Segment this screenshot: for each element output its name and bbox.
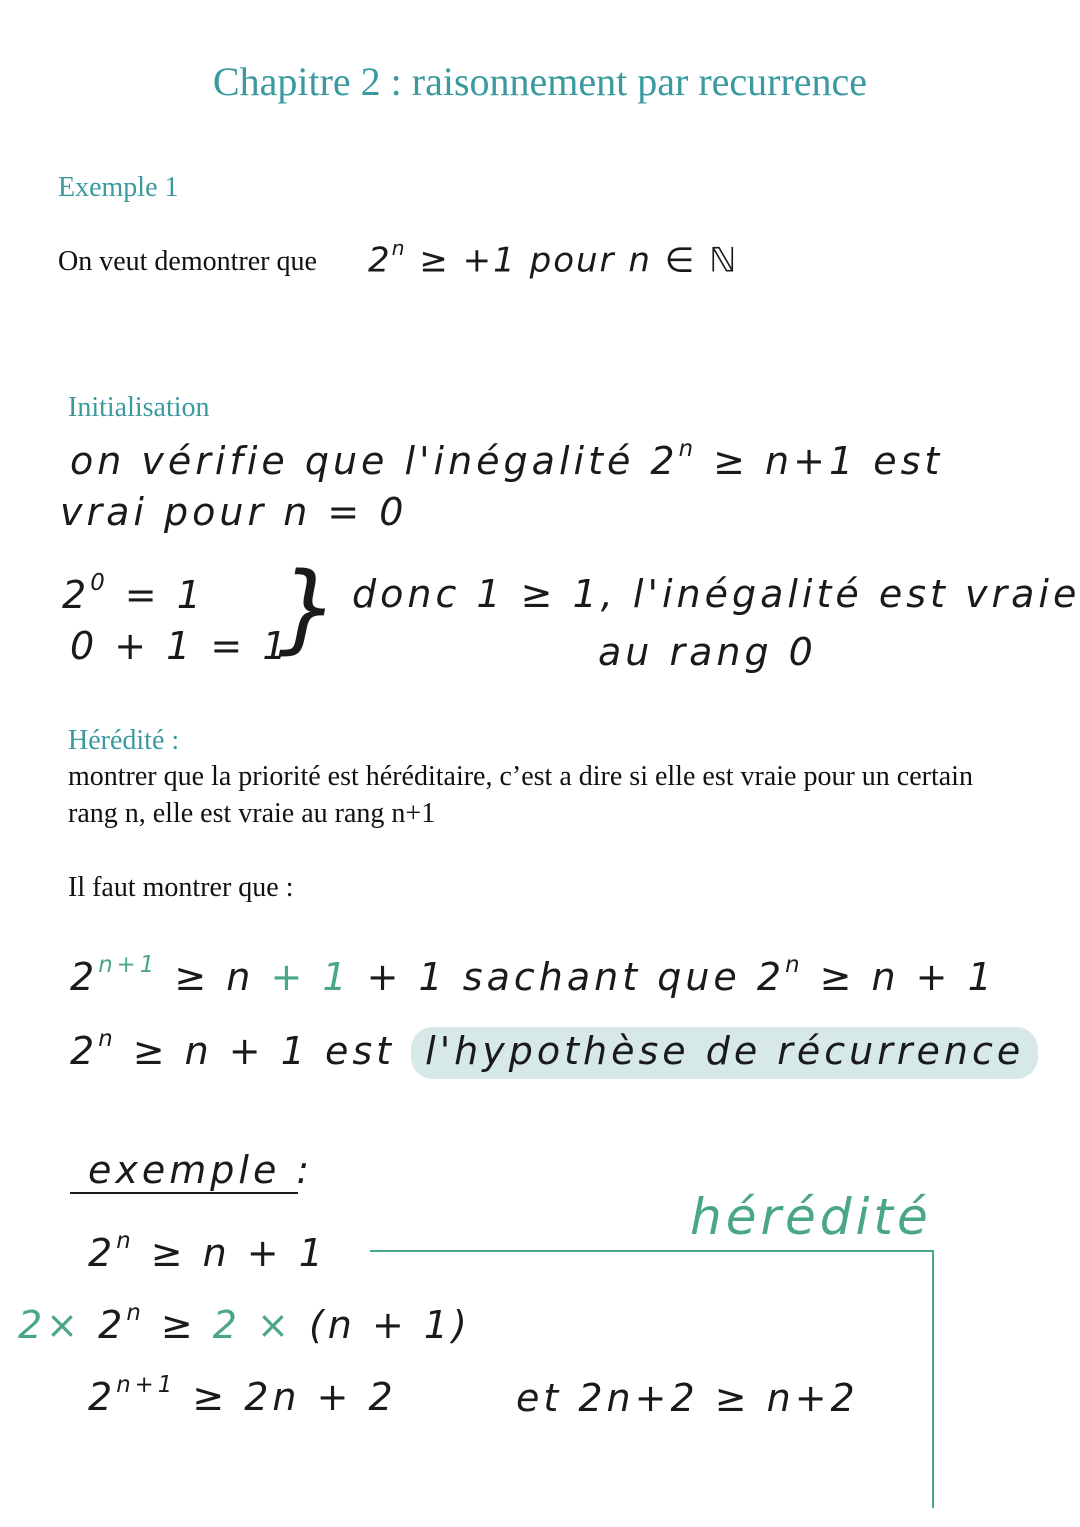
ex2-step2-mid: ≥ xyxy=(144,1303,213,1348)
statement-base: 2 xyxy=(368,240,392,281)
init-calc1-exp: 0 xyxy=(90,570,109,596)
ex2-step1-exp: n xyxy=(116,1228,135,1254)
ex2-step1-base: 2 xyxy=(88,1231,117,1276)
heredite-text2: rang n, elle est vraie au rang n+1 xyxy=(68,798,436,829)
heredite-text1: montrer que la priorité est héréditaire, c’est a dire si elle est vraie pour un certain xyxy=(68,761,973,792)
example2-step2 xyxy=(18,1300,471,1347)
statement-rest: ≥ +1 pour n ∈ ℕ xyxy=(406,240,739,281)
init-calc1-base: 2 xyxy=(62,573,91,618)
heredite-faut: Il faut montrer que : xyxy=(68,872,294,903)
h-line2-exp: n xyxy=(98,1026,117,1052)
example2-heading: exemple : xyxy=(88,1148,314,1192)
ex2-step3-base: 2 xyxy=(88,1375,117,1420)
hypothese-highlight: l'hypothèse de récurrence xyxy=(411,1027,1038,1079)
init-line1-pre: on vérifie que l'inégalité 2 xyxy=(70,439,679,484)
example2-step3 xyxy=(88,1372,397,1419)
ex2-step2-base: 2 xyxy=(98,1303,127,1348)
init-line2: vrai pour n = 0 xyxy=(60,490,408,534)
init-line1 xyxy=(70,436,943,483)
h-line1-exp2: n xyxy=(785,952,804,978)
example2-step3-side: et 2n+2 ≥ n+2 xyxy=(516,1376,859,1420)
h-line1-base: 2 xyxy=(70,955,99,1000)
ex2-step2-prefix: 2× xyxy=(18,1303,83,1348)
h-line2-base: 2 xyxy=(70,1029,99,1074)
ex2-step3-exp: n+1 xyxy=(116,1372,177,1398)
heredite-frame-top xyxy=(370,1250,932,1252)
h-line1-rest: + 1 sachant que 2 xyxy=(350,955,786,1000)
init-calc2: 0 + 1 = 1 xyxy=(70,624,291,668)
heredite-label: hérédité xyxy=(690,1188,932,1246)
statement-text: On veut demontrer que xyxy=(58,246,317,277)
init-calc1 xyxy=(62,570,205,617)
ex2-step1-rest: ≥ n + 1 xyxy=(134,1231,327,1276)
heredite-line1 xyxy=(70,952,996,999)
h-line1-mid: ≥ n xyxy=(158,955,255,1000)
ex2-step2-rest: (n + 1) xyxy=(292,1303,471,1348)
heredite-heading: Hérédité : xyxy=(68,725,180,756)
example2-step1 xyxy=(88,1228,327,1275)
h-line1-exp: n+1 xyxy=(98,952,159,978)
ex2-step3-rest: ≥ 2n + 2 xyxy=(176,1375,397,1420)
init-conclusion1: donc 1 ≥ 1, l'inégalité est vraie xyxy=(352,572,1080,616)
heredite-frame-right xyxy=(932,1250,934,1508)
init-brace: } xyxy=(278,552,342,664)
exemple-heading: Exemple 1 xyxy=(58,172,179,203)
statement-exp: n xyxy=(391,236,407,260)
h-line2-mid: ≥ n + 1 est xyxy=(116,1029,412,1074)
h-line1-rest2: ≥ n + 1 xyxy=(803,955,996,1000)
ex2-step2-green: 2 × xyxy=(212,1303,293,1348)
init-line1-exp: n xyxy=(678,436,698,462)
page-title: Chapitre 2 : raisonnement par recurrence xyxy=(212,59,868,104)
statement-math xyxy=(368,236,738,280)
init-conclusion2: au rang 0 xyxy=(598,630,817,674)
init-calc1-post: = 1 xyxy=(108,573,205,618)
initialisation-heading: Initialisation xyxy=(68,392,210,423)
example2-underline xyxy=(70,1192,298,1194)
heredite-line2 xyxy=(70,1026,1038,1073)
init-line1-post: ≥ n+1 est xyxy=(697,439,944,484)
ex2-step2-exp: n xyxy=(126,1300,145,1326)
h-line1-green: + 1 xyxy=(270,955,351,1000)
